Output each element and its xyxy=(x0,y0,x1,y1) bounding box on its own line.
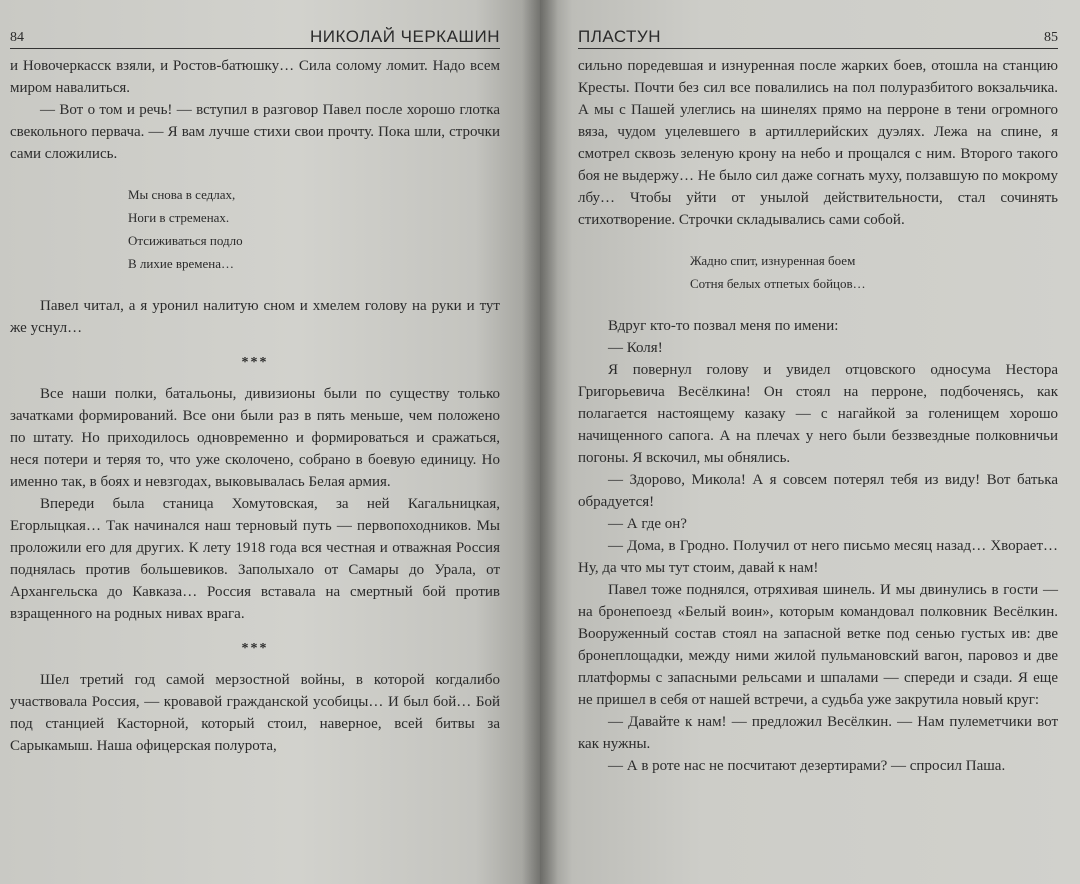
running-head-title: ПЛАСТУН xyxy=(578,27,662,46)
poem-line: Мы снова в седлах, xyxy=(128,187,236,202)
paragraph: — Коля! xyxy=(608,340,663,356)
section-separator: *** xyxy=(241,355,269,370)
paragraph: Вдруг кто-то позвал меня по имени: xyxy=(608,318,839,334)
poem xyxy=(10,183,500,275)
paragraph: Павел читал, а я уронил налитую сном и хмелем голову на руки и тут же уснул… xyxy=(10,298,500,336)
running-head-author: НИКОЛАЙ ЧЕРКАШИН xyxy=(309,27,500,46)
poem-line: Ноги в стременах. xyxy=(128,210,230,225)
paragraph: Я повернул голову и увидел отцовского односума Нестора Григорьевича Весёлкина! Он стоял на перроне, подбоченясь, как полагается настоящему казаку — с нагайкой за голенищем хорошо начищенного сапога. А на плечах у него были беззвездные полковничьи погоны. Я вскочил, мы обнялись. xyxy=(578,362,1058,466)
paragraph: — Здорово, Микола! А я совсем потерял тебя из виду! Вот батька обрадуется! xyxy=(578,472,1058,510)
paragraph: — Давайте к нам! — предложил Весёлкин. — Нам пулеметчики вот как нужны. xyxy=(578,714,1058,752)
paragraph: Павел тоже поднялся, отряхивая шинель. И мы двинулись в гости — на бронепоезд «Белый воин», которым командовал полковник Весёлкин. Вооруженный состав стоял на запасной ветке под сенью густых ив: две бронеплощадки, между ними жилой пульмановский вагон, паровоз и две платформы с запасными рельсами и шпалами — спереди и сзади. Я еще не пришел в себя от нашей встречи, а судьба уже закрутила новый круг: xyxy=(578,582,1058,708)
paragraph: и Новочеркасск взяли, и Ростов-батюшку… Сила солому ломит. Надо всем миром навалиться. xyxy=(10,58,500,96)
poem-line: Отсиживаться подло xyxy=(128,233,243,248)
poem-line: Сотня белых отпетых бойцов… xyxy=(690,276,866,291)
paragraph: сильно поредевшая и изнуренная после жарких боев, отошла на станцию Кресты. Почти без сил все повалились на пол полуразбитого вокзальчика. А мы с Пашей улеглись на шинелях прямо на перроне в тени огромного вяза, чудом уцелевшего в артиллерийских дуэлях. Лежа на спине, я смотрел сквозь зеленую крону на небо и прощался с ним. Второго такого боя не выдержу… Не было сил даже согнать муху, ползавшую по мокрому лбу… Чтобы уйти от унылой действительности, стал сочинять стихотворение. Строчки складывались сами собой. xyxy=(578,58,1058,228)
paragraph: Все наши полки, батальоны, дивизионы были по существу только зачатками формирований. Все они были раз в пять меньше, чем положено по штату. Но приходилось одновременно и формироваться и сражаться, неся потери и теряя то, что уже сколочено, собрано в боевую единицу. Но именно так, в боях и невзгодах, выковывалась Белая армия. xyxy=(10,386,500,490)
paragraph: Шел третий год самой мерзостной войны, в которой когдалибо участвовала Россия, — кровавой гражданской усобицы… И был бой… Бой под станцией Касторной, который стоил, наверное, всей битвы за Сарыкамыш. Наша офицерская полурота, xyxy=(10,672,500,754)
poem-line: В лихие времена… xyxy=(128,256,234,271)
paragraph: — А в роте нас не посчитают дезертирами? — спросил Паша. xyxy=(608,758,1006,774)
section-separator: *** xyxy=(241,641,269,656)
page-number: 85 xyxy=(1044,30,1058,45)
page-number: 84 xyxy=(10,30,24,45)
poem-line: Жадно спит, изнуренная боем xyxy=(690,253,856,268)
left-page-header xyxy=(10,22,500,49)
paragraph: — А где он? xyxy=(608,516,687,532)
paragraph: Впереди была станица Хомутовская, за ней Кагальницкая, Егорлыцкая… Так начинался наш терновый путь — первопоходников. Мы проложили его для других. К лету 1918 года вся честная и отважная Россия поднялась против большевиков. Заполыхало от Самары до Урала, от Архангельска до Кавказа… Россия вставала на смертный бой против взращенного на родных нивах врага. xyxy=(10,496,500,622)
poem xyxy=(578,249,1058,295)
right-page xyxy=(540,0,1080,884)
paragraph: — Вот о том и речь! — вступил в разговор Павел после хорошо глотка свекольного первача. — Я вам лучше стихи свои прочту. Пока шли, строчки сами сложились. xyxy=(10,102,500,162)
book-gutter-shadow xyxy=(522,0,558,884)
right-page-header xyxy=(578,22,1058,49)
paragraph: — Дома, в Гродно. Получил от него письмо месяц назад… Хворает… Ну, да что мы тут стоим, давай к нам! xyxy=(578,538,1058,576)
